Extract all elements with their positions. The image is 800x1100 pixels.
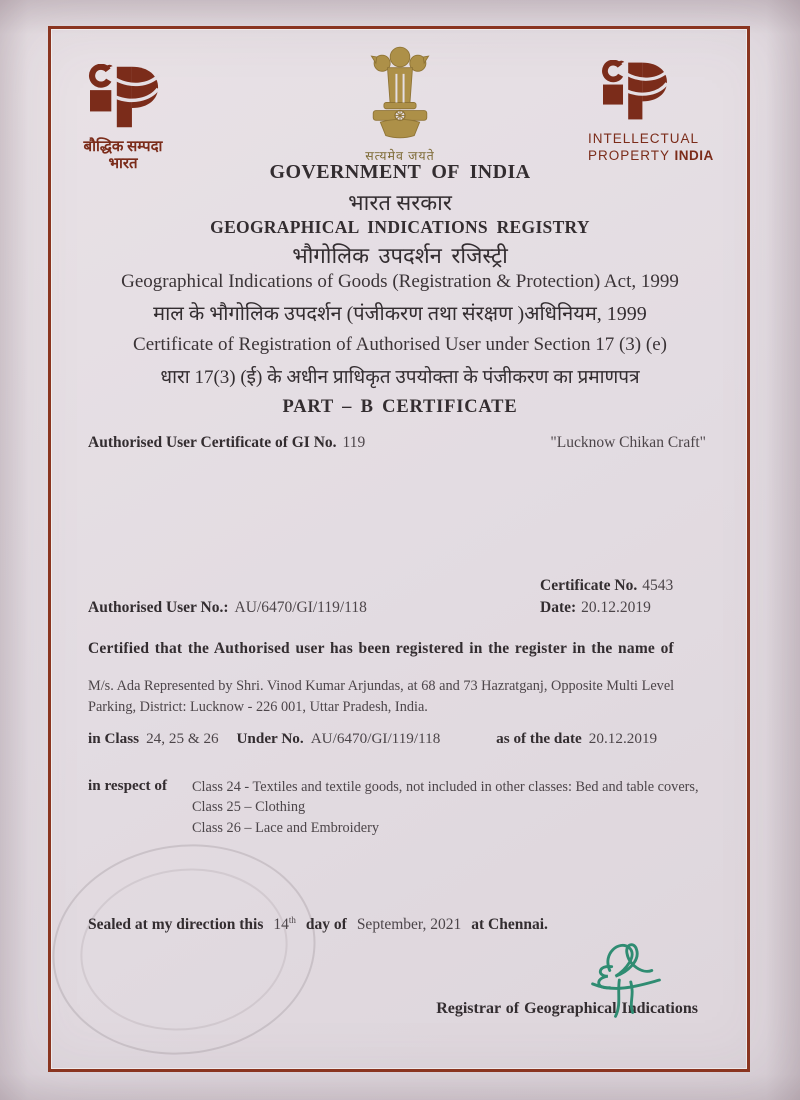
registrar-title: Registrar of Geographical Indications xyxy=(436,1000,698,1017)
left-caption-line2: भारत xyxy=(108,156,138,173)
certificate-number-block xyxy=(540,575,673,620)
gi-registry-title: GEOGRAPHICAL INDICATIONS REGISTRY xyxy=(210,217,590,237)
ip-india-logo-icon xyxy=(73,117,173,134)
act-title: Geographical Indications of Goods (Registration & Protection) Act, 1999 xyxy=(121,271,679,292)
act-title-hindi: माल के भौगोलिक उपदर्शन (पंजीकरण तथा संरक्षण )अधिनियम, 1999 xyxy=(153,303,647,325)
class-25-description: Class 25 – Clothing xyxy=(192,799,306,816)
registrant-details: M/s. Ada Represented by Shri. Vinod Kumar Arjundas, at 68 and 73 Hazratganj, Opposite Multi Level Parking, District: Lucknow - 226 001, Uttar Pradesh, India. xyxy=(88,678,675,716)
section-title: Certificate of Registration of Authorised User under Section 17 (3) (e) xyxy=(133,334,667,355)
ip-india-logo-icon xyxy=(588,109,680,126)
class-registration-row: in Class 24, 25 & 26 Under No. AU/6470/GI/119/118 as of the date 20.12.2019 xyxy=(88,730,658,747)
class-descriptions xyxy=(192,777,714,838)
emblem-motto: सत्यमेव जयते xyxy=(365,149,435,163)
in-respect-of-section xyxy=(88,777,714,838)
state-emblem xyxy=(330,40,470,164)
right-caption-line1: INTELLECTUAL xyxy=(588,131,700,146)
class-26-description: Class 26 – Lace and Embroidery xyxy=(192,819,379,836)
ashoka-lion-capital-icon xyxy=(352,127,448,144)
gi-name: "Lucknow Chikan Craft" xyxy=(550,434,706,451)
gi-number-row xyxy=(88,434,706,452)
ip-india-right-caption xyxy=(588,131,728,165)
certificate-date: Date: 20.12.2019 xyxy=(540,599,651,617)
left-caption-line1: बौद्धिक सम्पदा xyxy=(83,139,163,155)
sealed-statement: Sealed at my direction this 14th day of September, 2021 at Chennai. xyxy=(88,915,548,934)
class-24-description: Class 24 - Textiles and textile goods, not included in other classes: Bed and table covers, xyxy=(192,779,699,795)
sealed-day: 14th xyxy=(273,915,296,934)
certificate-number: Certificate No. 4543 xyxy=(540,577,674,594)
registrar-signature-icon xyxy=(582,938,670,1029)
gi-registry-title-hindi: भौगोलिक उपदर्शन रजिस्ट्री xyxy=(292,243,508,268)
in-respect-of-label: in respect of xyxy=(88,777,168,794)
authorised-user-number: Authorised User No.: AU/6470/GI/119/118 xyxy=(88,599,367,616)
section-title-hindi: धारा 17(3) (ई) के अधीन प्राधिकृत उपयोक्ता के पंजीकरण का प्रमाणपत्र xyxy=(160,367,640,388)
gi-number: Authorised User Certificate of GI No. 119 xyxy=(88,434,366,451)
ip-india-logo-left xyxy=(56,64,190,174)
certified-statement: Certified that the Authorised user has been registered in the register in the name of xyxy=(88,640,674,657)
part-b-certificate-title: PART – B CERTIFICATE xyxy=(282,397,518,417)
ip-india-logo-right xyxy=(588,60,728,165)
government-of-india-title-hindi: भारत सरकार xyxy=(348,190,452,215)
sealed-month-year: September, 2021 xyxy=(356,916,462,934)
right-caption-line2: PROPERTY INDIA xyxy=(588,147,714,163)
government-of-india-title: GOVERNMENT OF INDIA xyxy=(269,161,531,183)
